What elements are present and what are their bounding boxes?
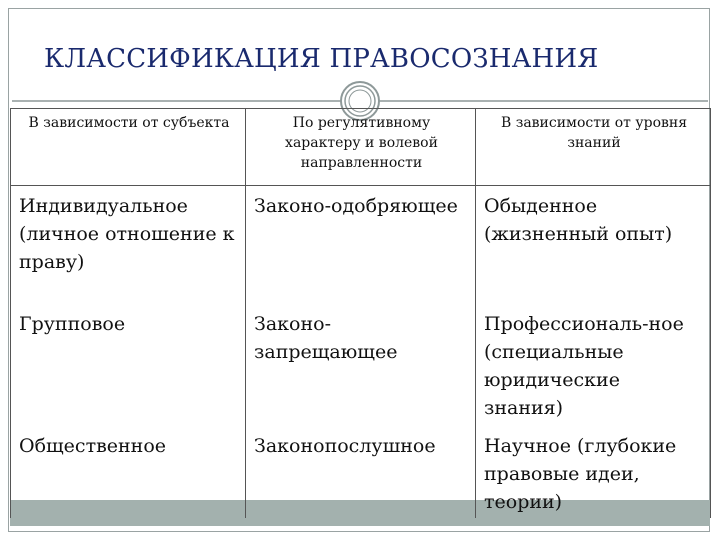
table-row: [11, 186, 711, 305]
table-cell: Профессиональ-ное (специальные юридические знания): [476, 304, 711, 426]
table-cell: Законо-одобряющее: [246, 186, 476, 305]
table-cell: Законопослушное: [246, 426, 476, 518]
table-cell: Законо-запрещающее: [246, 304, 476, 426]
header-cell: По регулятивному характеру и волевой направленности: [246, 109, 476, 186]
table-header-row: [11, 109, 711, 186]
table-cell: Общественное: [11, 426, 246, 518]
header-cell: В зависимости от субъекта: [11, 109, 246, 186]
classification-table: [10, 108, 711, 518]
table-cell: Обыденное (жизненный опыт): [476, 186, 711, 305]
table-row: [11, 426, 711, 518]
table-cell: Научное (глубокие правовые идеи, теории): [476, 426, 711, 518]
table-cell: Индивидуальное (личное отношение к праву): [11, 186, 246, 305]
table-row: [11, 304, 711, 426]
slide-title: КЛАССИФИКАЦИЯ ПРАВОСОЗНАНИЯ: [44, 44, 599, 74]
header-cell: В зависимости от уровня знаний: [476, 109, 711, 186]
table-cell: Групповое: [11, 304, 246, 426]
